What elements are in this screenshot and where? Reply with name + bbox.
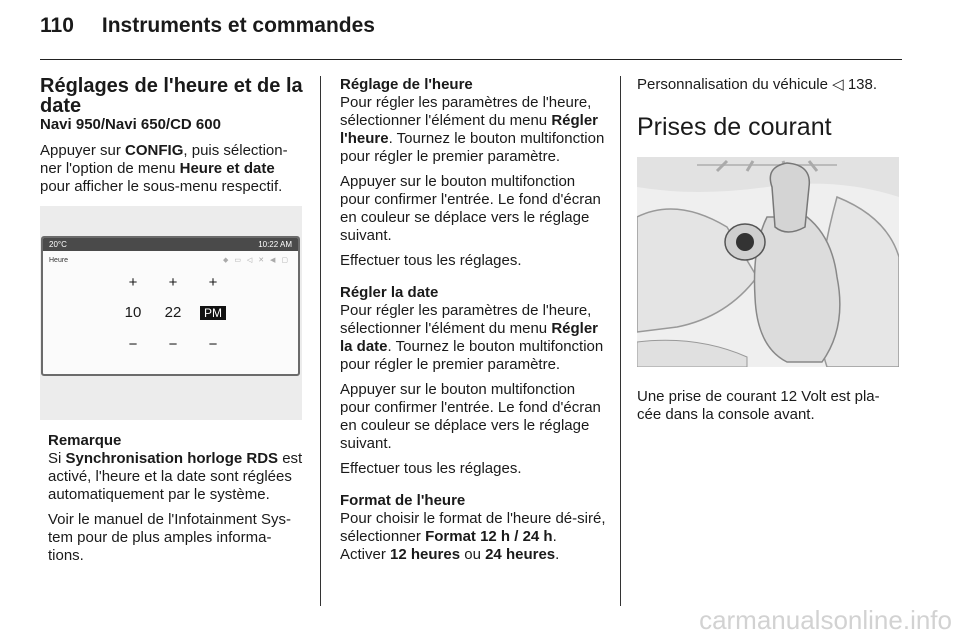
subheading: Régler la date [340, 284, 439, 301]
temperature: 20°C [49, 240, 67, 249]
clock: 10:22 AM [258, 240, 292, 249]
paragraph: Appuyer sur CONFIG, puis sélection-ner l'option de menu Heure et date pour afficher le sous-menu respectif. [40, 142, 288, 195]
paragraph: Activer 12 heures ou 24 heures. [340, 546, 560, 563]
paragraph: Si Synchronisation horloge RDS est activé, l'heure et la date sont réglées automatiquement par le système. [48, 450, 303, 503]
status-bar [43, 238, 298, 251]
paragraph: Appuyer sur le bouton multifonction pour confirmer l'entrée. Le fond d'écran en couleur se déplace vers le réglage suivant. [340, 173, 601, 244]
header-rule [40, 59, 902, 60]
infotainment-screen [41, 236, 300, 376]
ampm-plus-button[interactable]: + [208, 274, 218, 291]
minute-minus-button[interactable]: − [168, 336, 178, 353]
subheading: Format de l'heure [340, 492, 466, 509]
column-divider [320, 76, 321, 606]
remark-title: Remarque [48, 432, 122, 449]
section-title: Prises de courant [637, 113, 832, 141]
menu-bar [43, 251, 298, 263]
ampm-value[interactable]: PM [200, 306, 226, 320]
hour-plus-button[interactable]: + [128, 274, 138, 291]
cross-reference: Personnalisation du véhicule ◁ 138. [637, 76, 878, 93]
paragraph: Appuyer sur le bouton multifonction pour confirmer l'entrée. Le fond d'écran en couleur se déplace vers le réglage suivant. [340, 381, 601, 452]
column-2 [340, 76, 606, 571]
paragraph: Effectuer tous les réglages. [340, 252, 522, 269]
ampm-minus-button[interactable]: − [208, 336, 218, 353]
hour-minus-button[interactable]: − [128, 336, 138, 353]
section-heading: Réglages de l'heure et de la date [40, 75, 303, 117]
paragraph: Pour choisir le format de l'heure dé-siré, sélectionner Format 12 h / 24 h. [340, 510, 606, 545]
minute-value[interactable]: 22 [164, 304, 182, 321]
subheading: Réglage de l'heure [340, 76, 473, 93]
minute-plus-button[interactable]: + [168, 274, 178, 291]
column-3 [637, 76, 899, 431]
page-number: 110 [40, 14, 74, 37]
model-subheading: Navi 950/Navi 650/CD 600 [40, 116, 221, 133]
power-outlet-illustration [637, 157, 899, 367]
remark-box [40, 432, 306, 565]
column-1 [40, 76, 306, 572]
paragraph: Pour régler les paramètres de l'heure, sélectionner l'élément du menu Régler l'heure. Tournez le bouton multifonction pour régler le premier paramètre. [340, 94, 605, 165]
time-grid [113, 274, 233, 354]
paragraph: Voir le manuel de l'Infotainment Sys-tem pour de plus amples informa-tions. [48, 511, 291, 564]
caption: Une prise de courant 12 Volt est pla-cée dans la console avant. [637, 388, 880, 423]
chapter-title: Instruments et commandes [101, 14, 375, 37]
paragraph: Pour régler les paramètres de l'heure, sélectionner l'élément du menu Régler la date. Tournez le bouton multifonction pour régler le premier paramètre. [340, 302, 604, 373]
hour-value[interactable]: 10 [124, 304, 142, 321]
page-header [40, 14, 375, 38]
watermark: carmanualsonline.info [699, 605, 952, 635]
time-settings-screenshot [40, 206, 302, 420]
status-icons: ◆ ▭ ◁ ✕ ◀ ▢ [223, 257, 290, 264]
paragraph: Effectuer tous les réglages. [340, 460, 522, 477]
menu-title: Heure [49, 257, 69, 264]
column-divider [620, 76, 621, 606]
